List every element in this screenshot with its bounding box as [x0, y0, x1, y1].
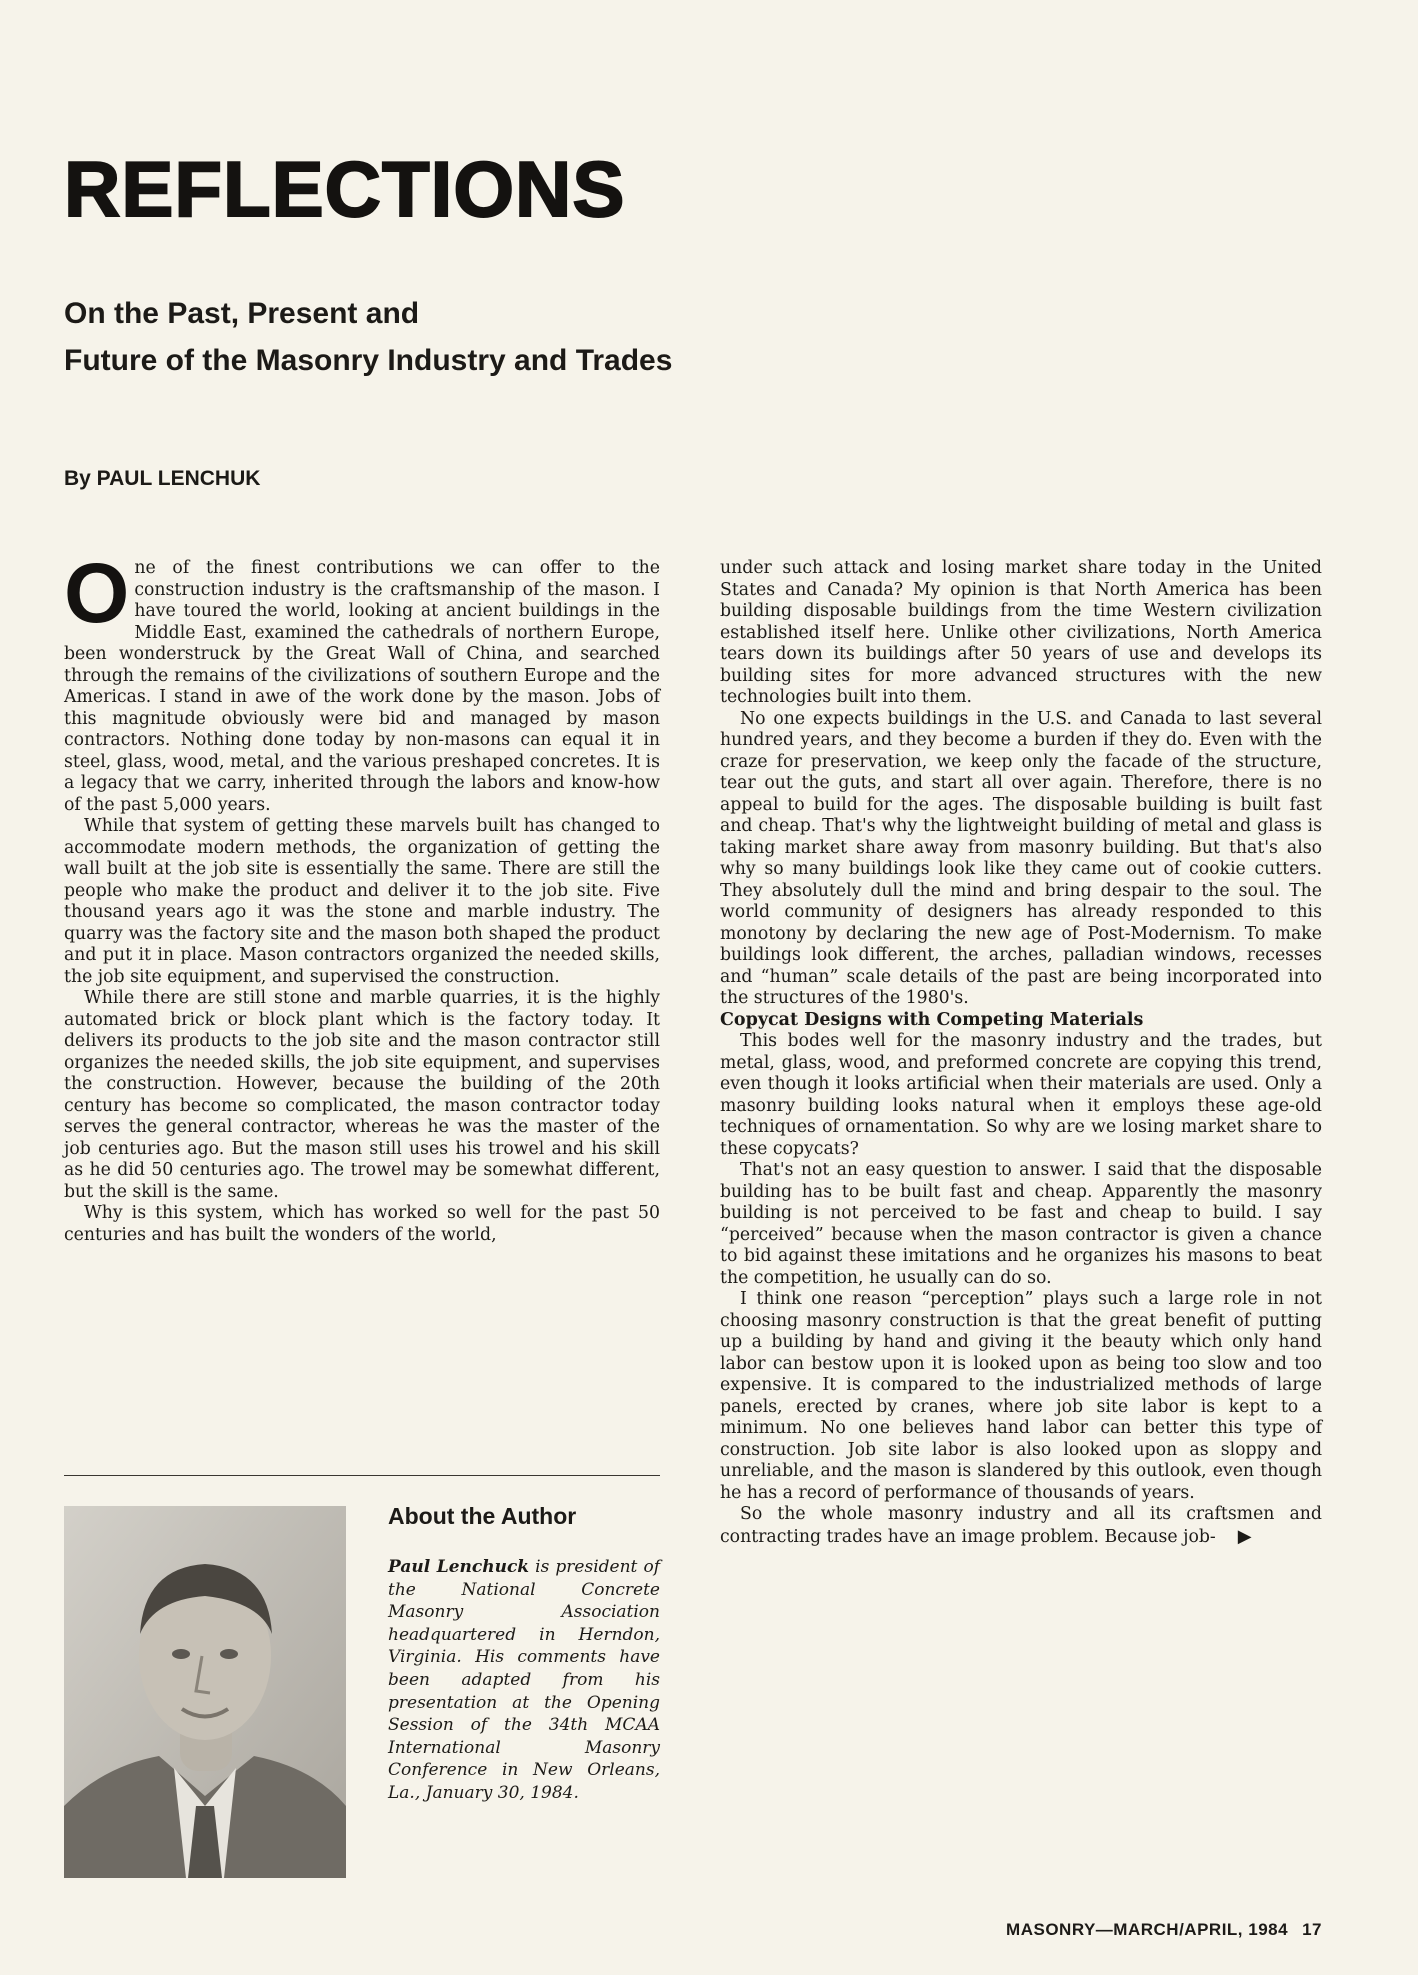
publication-info: MASONRY—MARCH/APRIL, 1984	[1006, 1920, 1289, 1939]
body-column-left	[64, 546, 660, 1246]
sidebar-heading: About the Author	[388, 1503, 577, 1529]
paragraph-8: That's not an easy question to answer. I said that the disposable building has to be built fast and cheap. Apparently the masonry building is not perceived to be fast and cheap to build. I say “perceived” because when the mason contractor is given a chance to bid against these imitations and he organizes his masons to beat the competition, he usually can do so.	[720, 1160, 1322, 1288]
byline: By PAUL LENCHUK	[64, 467, 261, 490]
paragraph-10	[720, 1504, 1322, 1548]
author-portrait-icon	[64, 1506, 346, 1878]
author-name: Paul Lenchuck	[388, 1557, 530, 1577]
paragraph-3: While there are still stone and marble quarries, it is the highly automated brick or block plant which is the factory today. It delivers its products to the job site and the mason contractor still organizes the needed skills, the job site equipment, and supervises the construction. However, because the building of the 20th century has become so complicated, the mason contractor today serves the general contractor, whereas he was the master of the job centuries ago. But the mason still uses his trowel and his skill as he did 50 centuries ago. The trowel may be somewhat different, but the skill is the same.	[64, 988, 660, 1202]
author-photo	[64, 1506, 346, 1878]
section-subhead: Copycat Designs with Competing Materials	[720, 1009, 1144, 1030]
paragraph-10-text: So the whole masonry industry and all its craftsmen and contracting trades have an image problem. Because job-	[720, 1504, 1322, 1547]
body-column-right	[720, 558, 1322, 1548]
author-bio-text: is president of the National Concrete Masonry Association headquartered in Herndon, Virginia. His comments have been adapted from his presentation at the Opening Session of the 34th MCAA International Masonry Conference in New Orleans, La., January 30, 1984.	[388, 1557, 660, 1803]
article-title: REFLECTIONS	[64, 145, 626, 233]
paragraph-5: under such attack and losing market share today in the United States and Canada? My opinion is that North America has been building disposable buildings from the time Western civilization established itself here. Unlike other civilizations, North America tears down its buildings after 50 years of use and develops its building sites for more advanced structures with the new technologies built into them.	[720, 558, 1322, 707]
paragraph-2: While that system of getting these marvels built has changed to accommodate modern methods, the organization of getting the wall built at the job site is essentially the same. There are still the people who make the product and deliver it to the job site. Five thousand years ago it was the stone and marble industry. The quarry was the factory site and the mason both shaped the product and put it in place. Mason contractors organized the needed skills, the job site equipment, and supervised the construction.	[64, 816, 660, 987]
drop-cap: O	[64, 546, 130, 640]
paragraph-6: No one expects buildings in the U.S. and Canada to last several hundred years, and they become a burden if they do. Even with the craze for preservation, we keep only the facade of the structure, tear out the guts, and start all over again. Therefore, there is no appeal to build for the ages. The disposable building is built fast and cheap. That's why the lightweight building of metal and glass is taking market share away from masonry building. But that's also why so many buildings look like they came out of cookie cutters. They absolutely dull the mind and bring despair to the soul. The world community of designers has already responded to this monotony by declaring the new age of Post-Modernism. To make buildings look different, the arches, palladian windows, recesses and “human” scale details of the past are being incorporated into the structures of the 1980's.	[720, 708, 1322, 1008]
subtitle-line-2: Future of the Masonry Industry and Trades	[64, 344, 673, 377]
paragraph-7: This bodes well for the masonry industry and the trades, but metal, glass, wood, and preformed concrete are copying this trend, even though it looks artificial when their materials are used. Only a masonry building looks natural when it employs these age-old techniques of ornamentation. So why are we losing market share to these copycats?	[720, 1031, 1322, 1159]
paragraph-1	[64, 546, 660, 816]
paragraph-1-text: ne of the finest contributions we can offer to the construction industry is the craftsmanship of the mason. I have toured the world, looking at ancient buildings in the Middle East, examined the cathedrals of northern Europe, been wonderstruck by the Great Wall of China, and searched through the remains of the civilizations of southern Europe and the Americas. I stand in awe of the work done by the mason. Jobs of this magnitude obviously were bid and managed by mason contractors. Nothing done today by non-masons can equal it in steel, glass, wood, metal, and the various preshaped concretes. It is a legacy that we carry, inherited through the labors and know-how of the past 5,000 years.	[64, 558, 660, 815]
author-bio	[388, 1556, 660, 1805]
page-number: 17	[1302, 1920, 1322, 1939]
paragraph-9: I think one reason “perception” plays such a large role in not choosing masonry construction is that the great benefit of putting up a building by hand and giving it the beauty which only hand labor can bestow upon it is looked upon as being too slow and too expensive. It is compared to the industrialized methods of large panels, erected by cranes, where job site labor is kept to a minimum. No one believes hand labor can better this type of construction. Job site labor is also looked upon as sloppy and unreliable, and the mason is slandered by this outlook, even though he has a record of performance of thousands of years.	[720, 1289, 1322, 1503]
paragraph-4: Why is this system, which has worked so well for the past 50 centuries and has built the wonders of the world,	[64, 1203, 660, 1245]
article-subtitle	[64, 290, 884, 384]
subtitle-line-1: On the Past, Present and	[64, 297, 420, 330]
page-footer	[1006, 1920, 1322, 1940]
sidebar-divider	[64, 1475, 660, 1476]
continued-arrow-icon: ▶	[1237, 1525, 1252, 1547]
